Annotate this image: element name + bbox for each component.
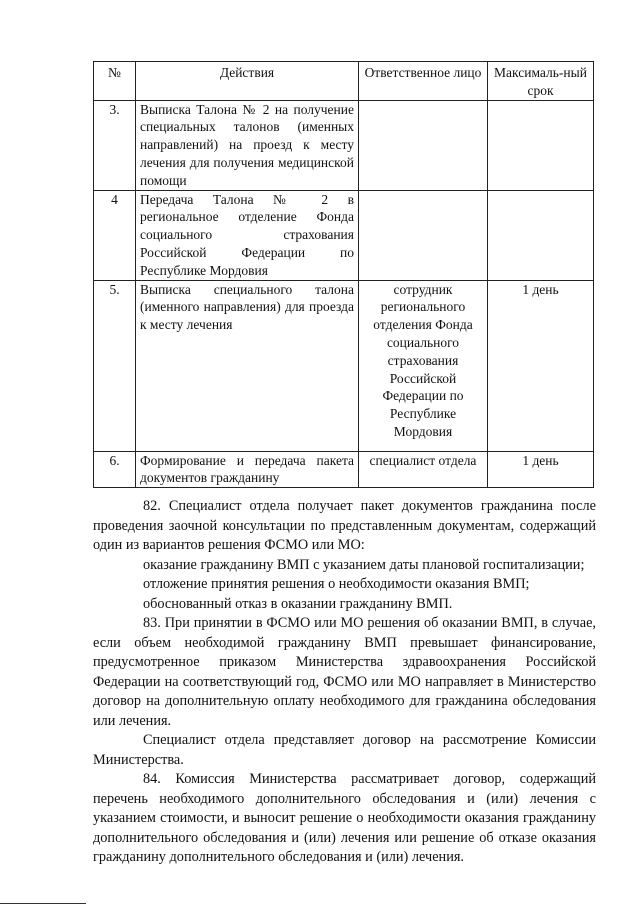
header-num: № [94, 62, 136, 101]
row-deadline: 1 день [488, 451, 594, 488]
header-responsible: Ответственное лицо [359, 62, 488, 101]
paragraph-83-continued: Специалист отдела представляет договор на рассмотрение Комиссии Министерства. [93, 732, 596, 768]
table-row [94, 190, 594, 280]
row-num: 4 [94, 190, 136, 280]
row-num: 5. [94, 280, 136, 451]
row-responsible: специалист отдела [359, 451, 488, 488]
body-text [93, 497, 596, 868]
paragraph-84: 84. Комиссия Министерства рассматривает договор, содержащий перечень необходимого дополнительного обследования и (или) лечения с указанием стоимости, и выносит решение о необходимости оказания гражданину дополнительного обследования и (или) лечения или решение об отказе оказания гражданину дополнительного обследования и (или) лечения. [93, 771, 596, 865]
row-deadline [488, 190, 594, 280]
paragraph-82: 82. Специалист отдела получает пакет документов гражданина после проведения заочной консультации по представленным документам, содержащий один из вариантов решения ФСМО или МО: [93, 498, 596, 553]
row-responsible [359, 100, 488, 190]
header-deadline: Максималь-ный срок [488, 62, 594, 101]
row-action: Формирование и передача пакета документов гражданину [136, 451, 359, 488]
row-responsible [359, 190, 488, 280]
row-num: 3. [94, 100, 136, 190]
row-deadline: 1 день [488, 280, 594, 451]
table-row [94, 100, 594, 190]
decision-option-3: обоснованный отказ в оказании гражданину ВМП. [143, 595, 453, 612]
row-responsible: сотрудник регионального отделения Фонда социального страхования Российской Федерации по Республике Мордовия [359, 280, 488, 451]
actions-table [93, 61, 594, 488]
table-row [94, 280, 594, 451]
paragraph-83: 83. При принятии в ФСМО или МО решения об оказании ВМП, в случае, если объем необходимой гражданину ВМП превышает финансирование, предусмотренное приказом Министерства здравоохранения Российской Федерации на соответствующий год, ФСМО или МО направляет в Министерство договор на дополнительную оплату необходимого для гражданина обследования или лечения. [93, 615, 596, 729]
row-action: Выписка специального талона (именного направления) для проезда к месту лечения [136, 280, 359, 451]
row-num: 6. [94, 451, 136, 488]
header-action: Действия [136, 62, 359, 101]
decision-option-2: отложение принятия решения о необходимости оказания ВМП; [143, 576, 530, 592]
table-header-row [94, 62, 594, 101]
footnote-divider [0, 903, 86, 904]
decision-option-1: оказание гражданину ВМП с указанием даты плановой госпитализации; [143, 556, 585, 573]
row-action: Выписка Талона № 2 на получение специальных талонов (именных направлений) на проезд к месту лечения для получения медицинской помощи [136, 100, 359, 190]
row-action: Передача Талона № 2 в региональное отделение Фонда социального страхования Российской Федерации по Республике Мордовия [136, 190, 359, 280]
table-row [94, 451, 594, 488]
row-deadline [488, 100, 594, 190]
